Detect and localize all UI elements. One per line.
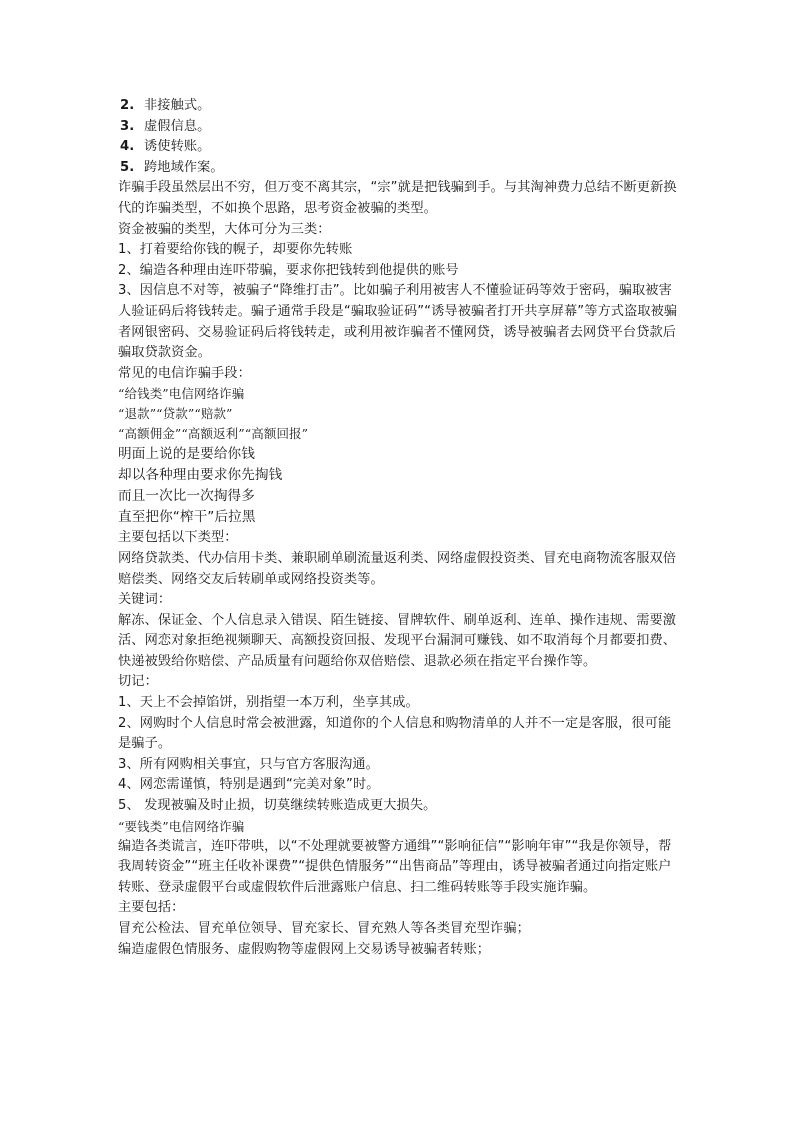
- remember-item-2: 2、网购时个人信息时常会被泄露，知道你的个人信息和购物清单的人并不一定是客服，很可能是骗子。: [118, 715, 672, 752]
- list-number: 3.: [120, 118, 135, 134]
- keywords-heading: 关键词：: [118, 592, 172, 608]
- list-number: 5.: [120, 159, 135, 175]
- list-number: 2.: [120, 98, 135, 113]
- type-item-2: 2、编造各种理由连吓带骗，要求你把钱转到他提供的账号: [118, 262, 459, 278]
- list-text: 跨地域作案。: [144, 159, 224, 175]
- remember-item-4: 4、网恋需谨慎，特别是遇到“完美对象”时。: [118, 777, 380, 793]
- give-keywords-2: “高额佣金”“高额返利”“高额回报”: [118, 426, 309, 442]
- remember-item-1: 1、天上不会掉馅饼，别指望一本万利，坐享其成。: [118, 695, 419, 711]
- list-item: [118, 117, 678, 138]
- poem-line-4: 直至把你“榨干”后拉黑: [118, 509, 256, 526]
- common-heading: 常见的电信诈骗手段：: [118, 365, 251, 381]
- give-type-heading: “给钱类”电信网络诈骗: [118, 386, 245, 402]
- remember-heading: 切记：: [118, 674, 158, 690]
- want-type-text: 编造各类谎言，连吓带哄，以“不处理就要被警方通缉”“影响征信”“影响年审”“我是你领导，帮我周转资金”“班主任收补课费”“提供色情服务”“出售商品”等理由，诱导被骗者通过向指定账户转账、登录虚假平台或虚假软件后泄露账户信息、扫二维码转账等手段实施诈骗。: [118, 838, 672, 895]
- types-heading: 资金被骗的类型，大体可分为三类：: [118, 221, 331, 237]
- list-text: 虚假信息。: [144, 118, 211, 134]
- poem-line-2: 却以各种理由要求你先掏钱: [118, 467, 283, 484]
- list-text: 非接触式。: [144, 98, 211, 113]
- want-main-heading: 主要包括：: [118, 900, 185, 916]
- main-types-heading: 主要包括以下类型：: [118, 530, 238, 546]
- list-item: [118, 137, 678, 158]
- remember-item-5: 5、 发现被骗及时止损，切莫继续转账造成更大损失。: [118, 798, 437, 814]
- main-types-text: 网络贷款类、代办信用卡类、兼职刷单刷流量返利类、网络虚假投资类、冒充电商物流客服双倍赔偿类、网络交友后转刷单或网络投资类等。: [118, 550, 677, 587]
- remember-item-3: 3、所有网购相关事宜，只与官方客服沟通。: [118, 756, 379, 772]
- list-item: [118, 96, 678, 117]
- poem-line-3: 而且一次比一次掏得多: [118, 488, 255, 505]
- intro-paragraph: 诈骗手段虽然层出不穷，但万变不离其宗，“宗”就是把钱骗到手。与其淘神费力总结不断更新换代的诈骗类型，不如换个思路，思考资金被骗的类型。: [118, 180, 677, 216]
- want-main-item-1: 冒充公检法、冒充单位领导、冒充家长、冒充熟人等各类冒充型诈骗；: [118, 921, 530, 936]
- keywords-text: 解冻、保证金、个人信息录入错误、陌生链接、冒牌软件、刷单返利、连单、操作违规、需要激活、网恋对象拒绝视频聊天、高额投资回报、发现平台漏洞可赚钱、如不取消每个月都要扣费、快递被毁给你赔偿、产品质量有问题给你双倍赔偿、退款必须在指定平台操作等。: [118, 612, 677, 669]
- type-item-3: 3、因信息不对等，被骗子“降维打击”。比如骗子利用被害人不懂验证码等效于密码，骗取被害人验证码后将钱转走。骗子通常手段是“骗取验证码”“诱导被骗者打开共享屏幕”等方式盗取被骗者网银密码、交易验证码后将钱转走，或利用被诈骗者不懂网贷，诱导被骗者去网贷平台贷款后骗取贷款资金。: [118, 283, 678, 361]
- poem-line-1: 明面上说的是要给你钱: [118, 446, 255, 463]
- want-main-item-2: 编造虚假色情服务、虚假购物等虚假网上交易诱导被骗者转账；: [118, 941, 491, 957]
- list-number: 4.: [120, 139, 135, 155]
- list-item: [118, 158, 678, 179]
- type-item-1: 1、打着要给你钱的幌子，却要你先转账: [118, 242, 353, 258]
- give-keywords-1: “退款”“贷款”“赔款”: [118, 406, 233, 422]
- want-type-heading: “要钱类”电信网络诈骗: [118, 818, 245, 834]
- list-text: 诱使转账。: [144, 139, 211, 155]
